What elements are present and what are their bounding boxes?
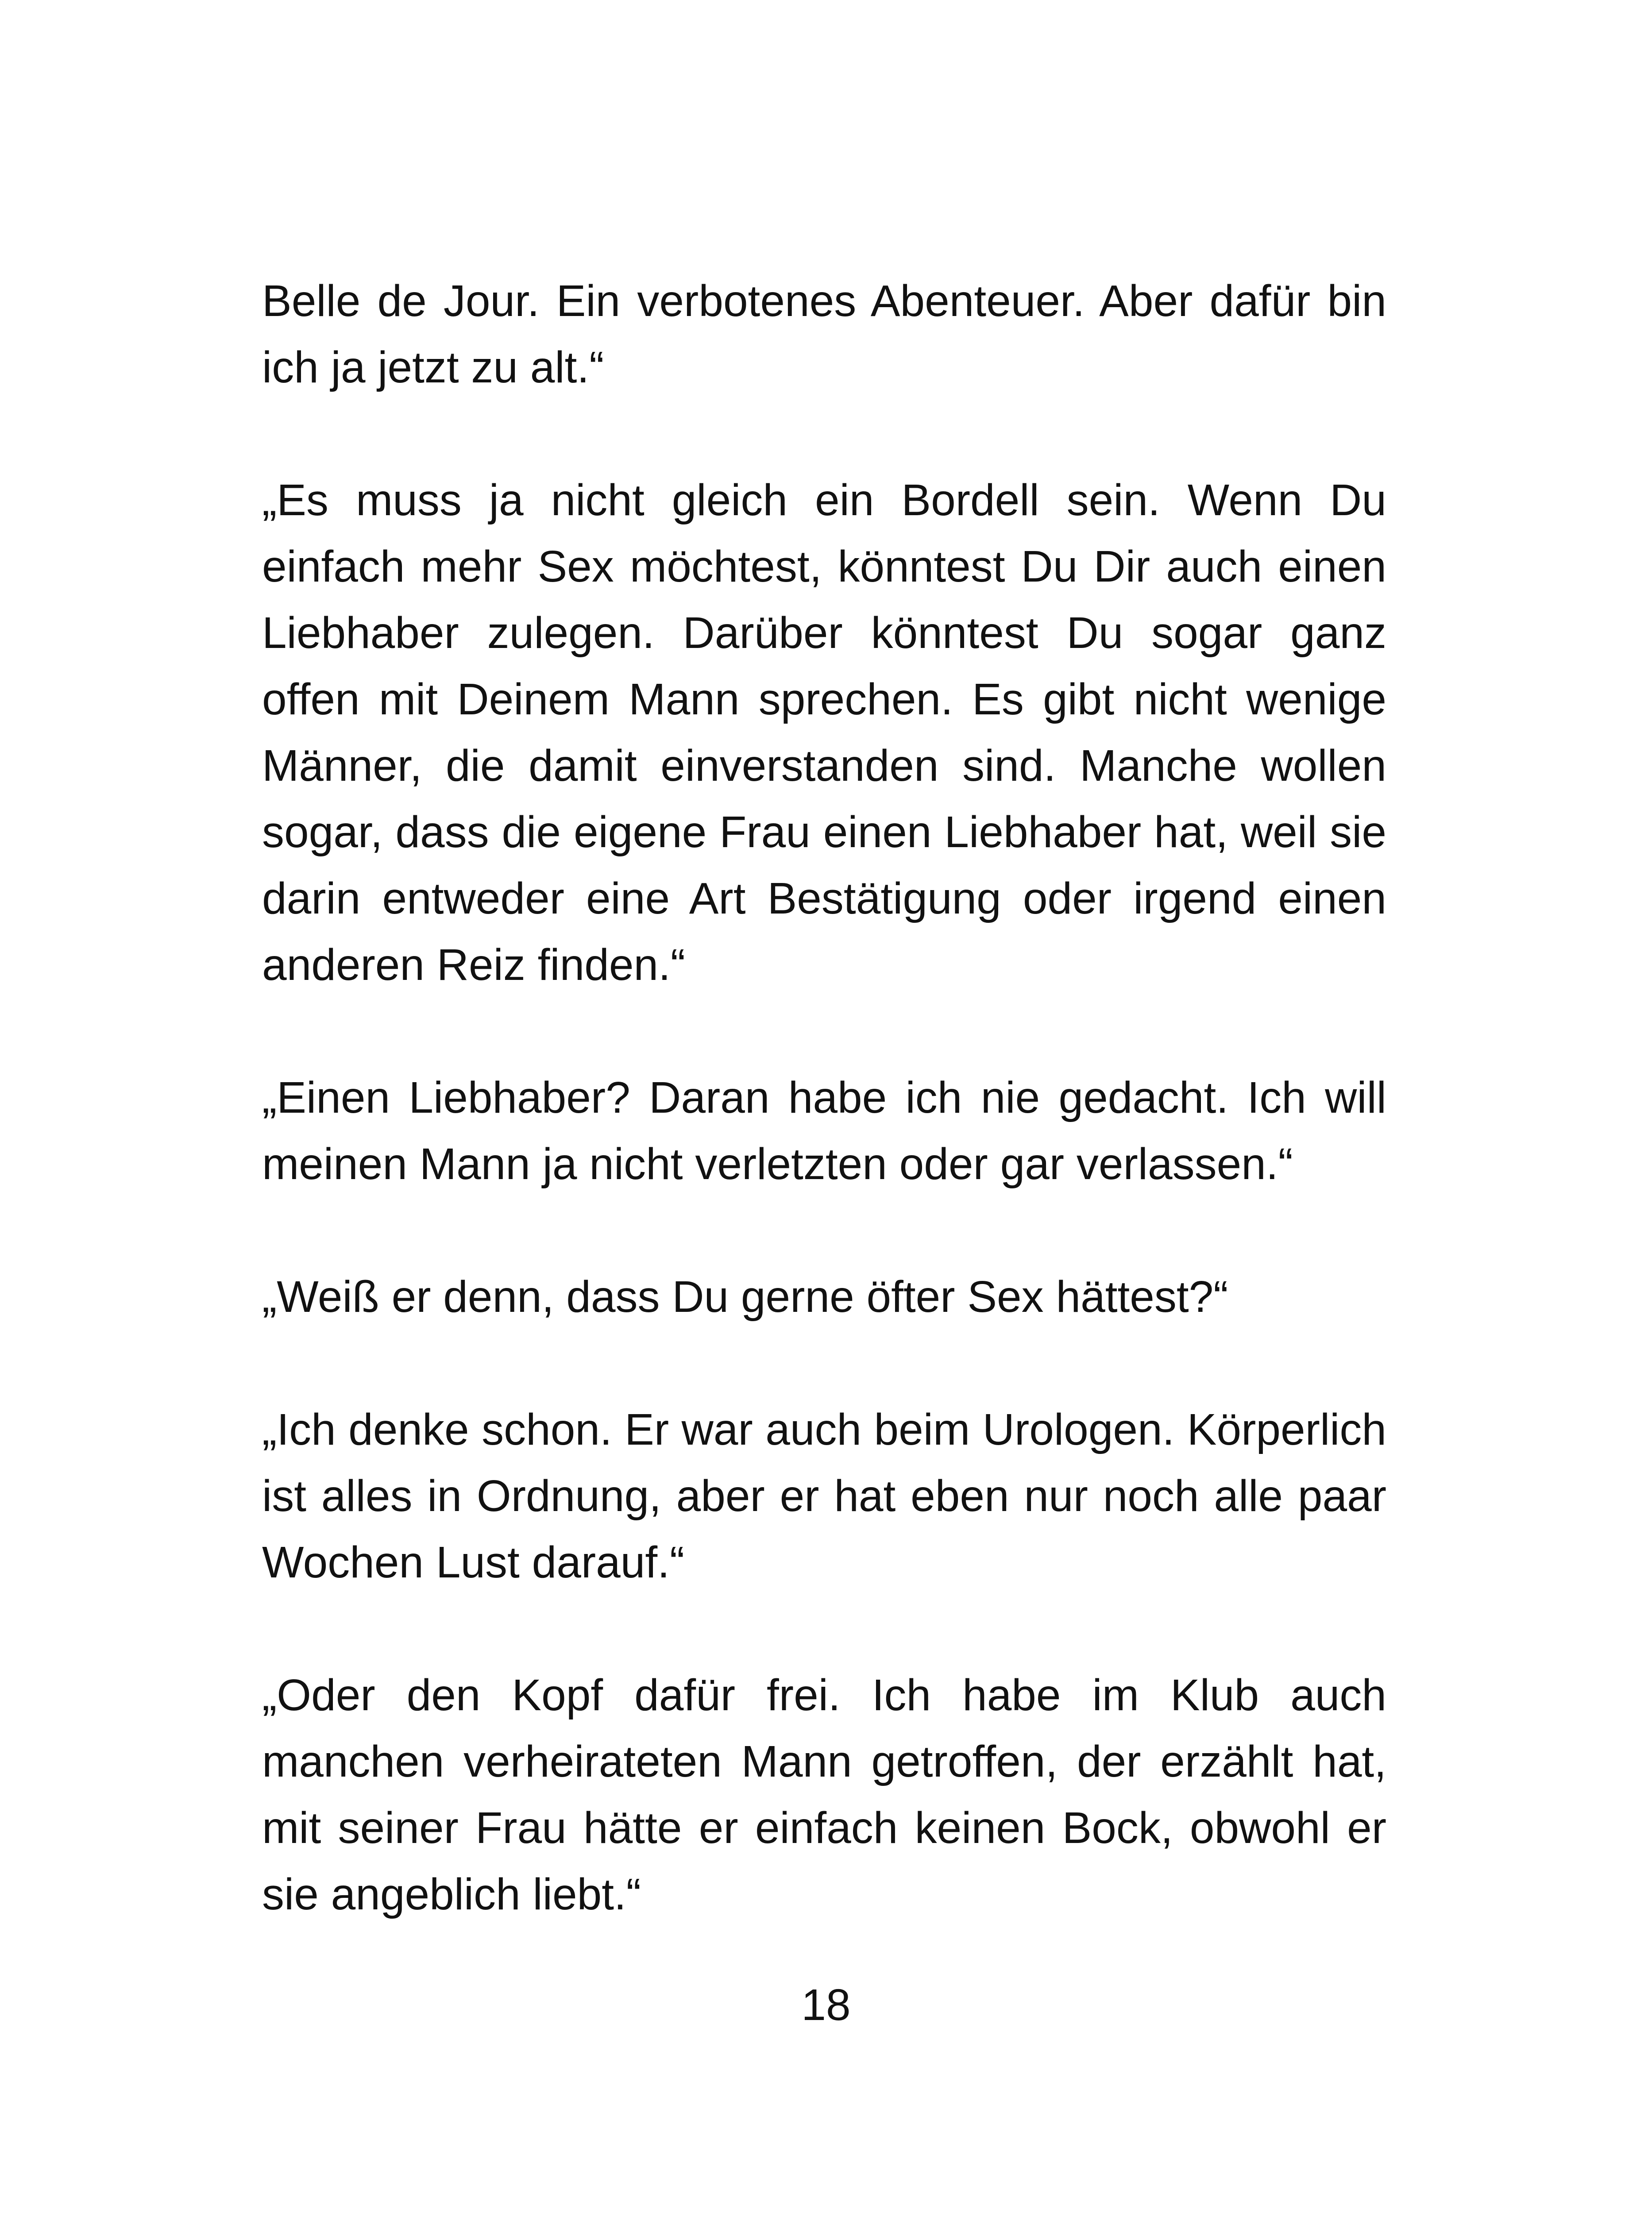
paragraph-1: Belle de Jour. Ein verbotenes Abenteuer. Aber dafür bin ich ja jetzt zu alt.“ — [262, 276, 1386, 392]
body-text — [262, 268, 1386, 1928]
paragraph-4: „Weiß er denn, dass Du gerne öfter Sex hättest?“ — [262, 1272, 1228, 1322]
paragraph-2: „Es muss ja nicht gleich ein Bordell sein. Wenn Du einfach mehr Sex möchtest, könntest Du Dir auch einen Liebhaber zulegen. Darüber könntest Du sogar ganz offen mit Deinem Mann sprechen. Es gibt nicht wenige Männer, die damit einverstanden sind. Manche wollen sogar, dass die eigene Frau einen Liebhaber hat, weil sie darin entweder eine Art Bestätigung oder irgend einen anderen Reiz finden.“ — [262, 475, 1386, 990]
paragraph-5: „Ich denke schon. Er war auch beim Urologen. Körperlich ist alles in Ordnung, aber er hat eben nur noch alle paar Wochen Lust darauf.“ — [262, 1405, 1386, 1587]
paragraph-3: „Einen Liebhaber? Daran habe ich nie gedacht. Ich will meinen Mann ja nicht verletzten oder gar verlassen.“ — [262, 1073, 1386, 1189]
paragraph-6: „Oder den Kopf dafür frei. Ich habe im Klub auch manchen verheirateten Mann getroffen, der erzählt hat, mit seiner Frau hätte er einfach keinen Bock, obwohl er sie angeblich liebt.“ — [262, 1670, 1386, 1919]
page-number: 18 — [801, 1980, 851, 2030]
